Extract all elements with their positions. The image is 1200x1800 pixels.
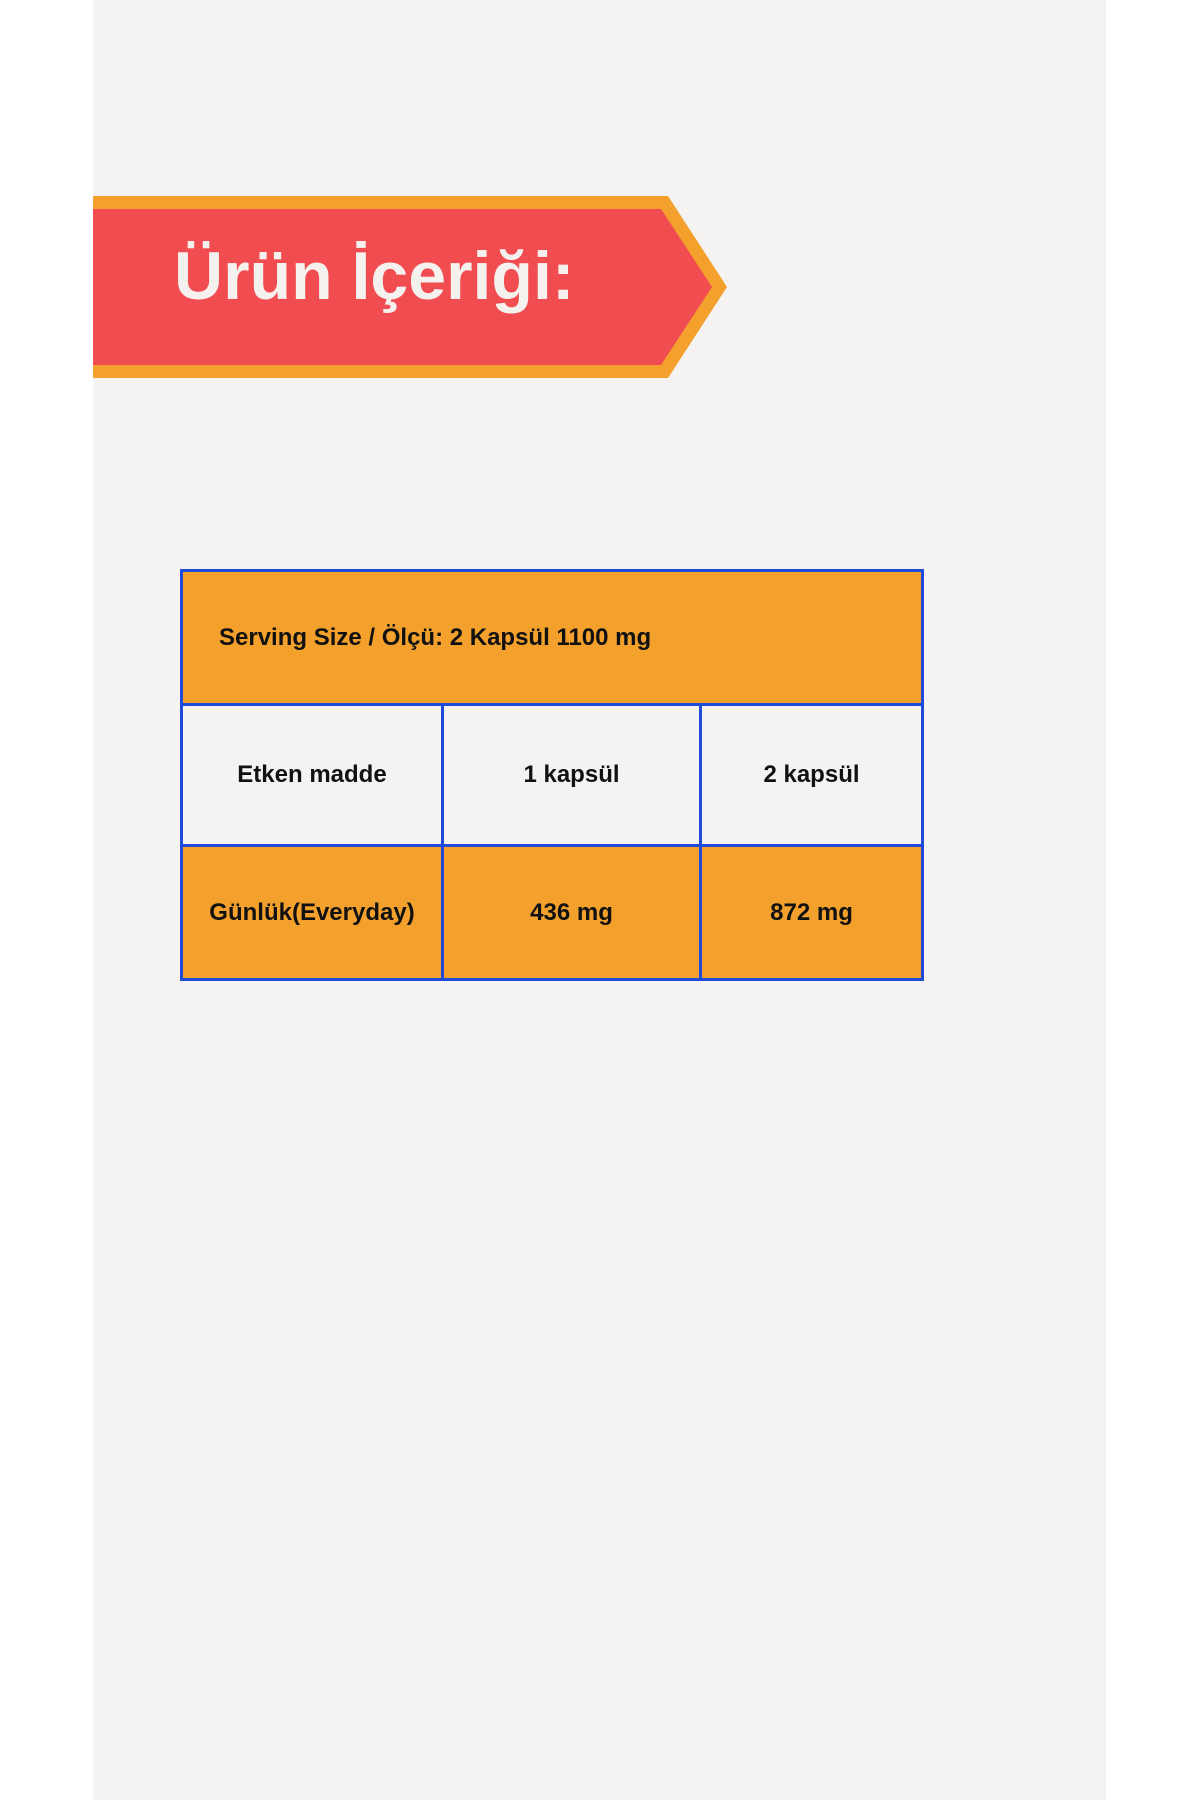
serving-size-text: Serving Size / Ölçü: 2 Kapsül 1100 mg: [219, 623, 652, 651]
page-canvas: [93, 0, 1106, 1800]
row-daily-label-cell: [180, 844, 444, 981]
title-banner: [93, 196, 733, 378]
row-daily-one-capsule-value: 436 mg: [530, 898, 613, 926]
ingredient-table: [180, 569, 924, 981]
header-cell-one-capsule: [441, 703, 702, 847]
row-daily-label: Günlük(Everyday): [209, 898, 415, 926]
header-one-capsule-label: 1 kapsül: [523, 761, 620, 788]
header-cell-two-capsules: [699, 703, 924, 847]
serving-size-cell: [180, 569, 924, 706]
row-daily-one-capsule-cell: [441, 844, 702, 981]
header-two-capsules-label: 2 kapsül: [763, 761, 860, 788]
row-daily-two-capsules-value: 872 mg: [770, 898, 853, 926]
header-cell-ingredient: [180, 703, 444, 847]
row-daily-two-capsules-cell: [699, 844, 924, 981]
header-ingredient-label: Etken madde: [237, 761, 387, 788]
page-title: Ürün İçeriği:: [174, 238, 575, 314]
